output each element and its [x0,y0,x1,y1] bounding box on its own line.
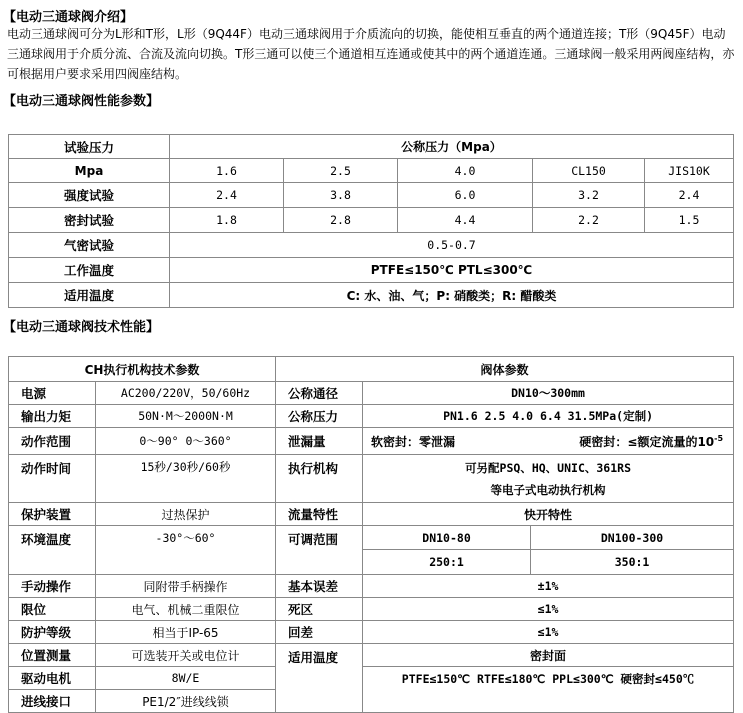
range-ratio-large: 350:1 [531,550,734,575]
protection-device-label: 保护装置 [9,503,96,526]
working-temp-value: PTFE≤150℃ PTL≤300℃ [170,258,734,283]
intro-heading: 【电动三通球阀介绍】 [3,10,134,25]
applicable-temp-value: PTFE≤150℃ RTFE≤180℃ PPL≤300℃ 硬密封≤450℃ [363,667,734,713]
actuator-params-header: CH执行机构技术参数 [9,357,276,382]
nominal-diameter-label: 公称通径 [276,382,363,405]
power-label: 电源 [9,382,96,405]
tech-table [8,356,734,713]
position-measure-value: 可选装开关或电位计 [96,644,276,667]
drive-motor-value: 8W/E [96,667,276,690]
pressure-col: 2.5 [284,159,398,183]
position-measure-label: 位置测量 [9,644,96,667]
dead-zone-value: ≤1% [363,598,734,621]
output-torque-label: 输出力矩 [9,405,96,428]
air-test-label: 气密试验 [9,233,170,258]
flow-characteristic-value: 快开特性 [363,503,734,526]
actuator-line-1: 可另配PSQ、HQ、UNIC、361RS [465,460,631,475]
range-dn-small: DN10-80 [363,526,531,550]
ambient-temp-value: -30°～60° [96,526,276,575]
seal-value: 2.8 [284,208,398,233]
output-torque-value: 50N·M～2000N·M [96,405,276,428]
seal-test-label: 密封试验 [9,208,170,233]
action-time-value: 15秒/30秒/60秒 [96,455,276,503]
action-range-value: 0～90° 0～360° [96,428,276,455]
seal-value: 2.2 [533,208,645,233]
nominal-pressure-value: PN1.6 2.5 4.0 6.4 31.5MPa(定制) [363,405,734,428]
performance-heading: 【电动三通球阀性能参数】 [3,94,160,109]
basic-error-label: 基本误差 [276,575,363,598]
range-ratio-small: 250:1 [363,550,531,575]
tech-heading: 【电动三通球阀技术性能】 [3,320,160,335]
actuator-value [363,455,734,503]
strength-value: 3.8 [284,183,398,208]
nominal-pressure-header: 公称压力（Mpa） [170,135,734,159]
media-value: C: 水、油、气；P: 硝酸类；R: 醋酸类 [170,283,734,308]
leakage-value [363,428,734,455]
action-time-label: 动作时间 [9,455,96,503]
pressure-col: 1.6 [170,159,284,183]
action-range-label: 动作范围 [9,428,96,455]
protection-device-value: 过热保护 [96,503,276,526]
strength-test-label: 强度试验 [9,183,170,208]
dead-zone-label: 死区 [276,598,363,621]
pressure-col: CL150 [533,159,645,183]
performance-table [8,134,734,308]
working-temp-label: 工作温度 [9,258,170,283]
range-dn-large: DN100-300 [531,526,734,550]
nominal-pressure-label: 公称压力 [276,405,363,428]
protection-grade-label: 防护等级 [9,621,96,644]
adjustable-range-label: 可调范围 [276,526,363,575]
power-value: AC200/220V，50/60Hz [96,382,276,405]
leakage-label: 泄漏量 [276,428,363,455]
actuator-label: 执行机构 [276,455,363,503]
flow-characteristic-label: 流量特性 [276,503,363,526]
actuator-line-2: 等电子式电动执行机构 [490,482,606,497]
seal-value: 4.4 [398,208,533,233]
hysteresis-label: 回差 [276,621,363,644]
limit-label: 限位 [9,598,96,621]
hard-seal-leakage: 硬密封：≤额定流量的$10^{-5}$ [579,433,724,449]
manual-operation-label: 手动操作 [9,575,96,598]
seal-value: 1.8 [170,208,284,233]
strength-value: 6.0 [398,183,533,208]
pressure-col: JIS10K [645,159,734,183]
air-test-value: 0.5-0.7 [170,233,734,258]
strength-value: 2.4 [170,183,284,208]
manual-operation-value: 同附带手柄操作 [96,575,276,598]
pressure-col: 4.0 [398,159,533,183]
strength-value: 2.4 [645,183,734,208]
nominal-diameter-value: DN10～300mm [363,382,734,405]
limit-value: 电气、机械二重限位 [96,598,276,621]
cable-entry-label: 进线接口 [9,690,96,713]
drive-motor-label: 驱动电机 [9,667,96,690]
soft-seal-leakage: 软密封：零泄漏 [371,434,456,449]
body-params-header: 阀体参数 [276,357,734,382]
applicable-temp-label: 适用温度 [276,644,363,713]
cable-entry-value: PE1/2″进线线锁 [96,690,276,713]
seal-value: 1.5 [645,208,734,233]
hysteresis-value: ≤1% [363,621,734,644]
basic-error-value: ±1% [363,575,734,598]
mpa-label: Mpa [9,159,170,183]
intro-paragraph: 电动三通球阀可分为L形和T形，L形（9Q44F）电动三通球阀用于介质流向的切换，能使相互垂直的两个通道连接；T形（9Q45F）电动三通球阀用于介质分流、合流及流向切换。T形三通可以使三个通道相互连通或使其中的两个通道连通。三通球阀一般采用两阀座结构，亦可根据用户要求采用四阀座结构。 [7,27,735,81]
media-label: 适用温度 [9,283,170,308]
test-pressure-label: 试验压力 [9,135,170,159]
strength-value: 3.2 [533,183,645,208]
protection-grade-value: 相当于IP-65 [96,621,276,644]
sealing-surface-label: 密封面 [363,644,734,667]
ambient-temp-label: 环境温度 [9,526,96,575]
